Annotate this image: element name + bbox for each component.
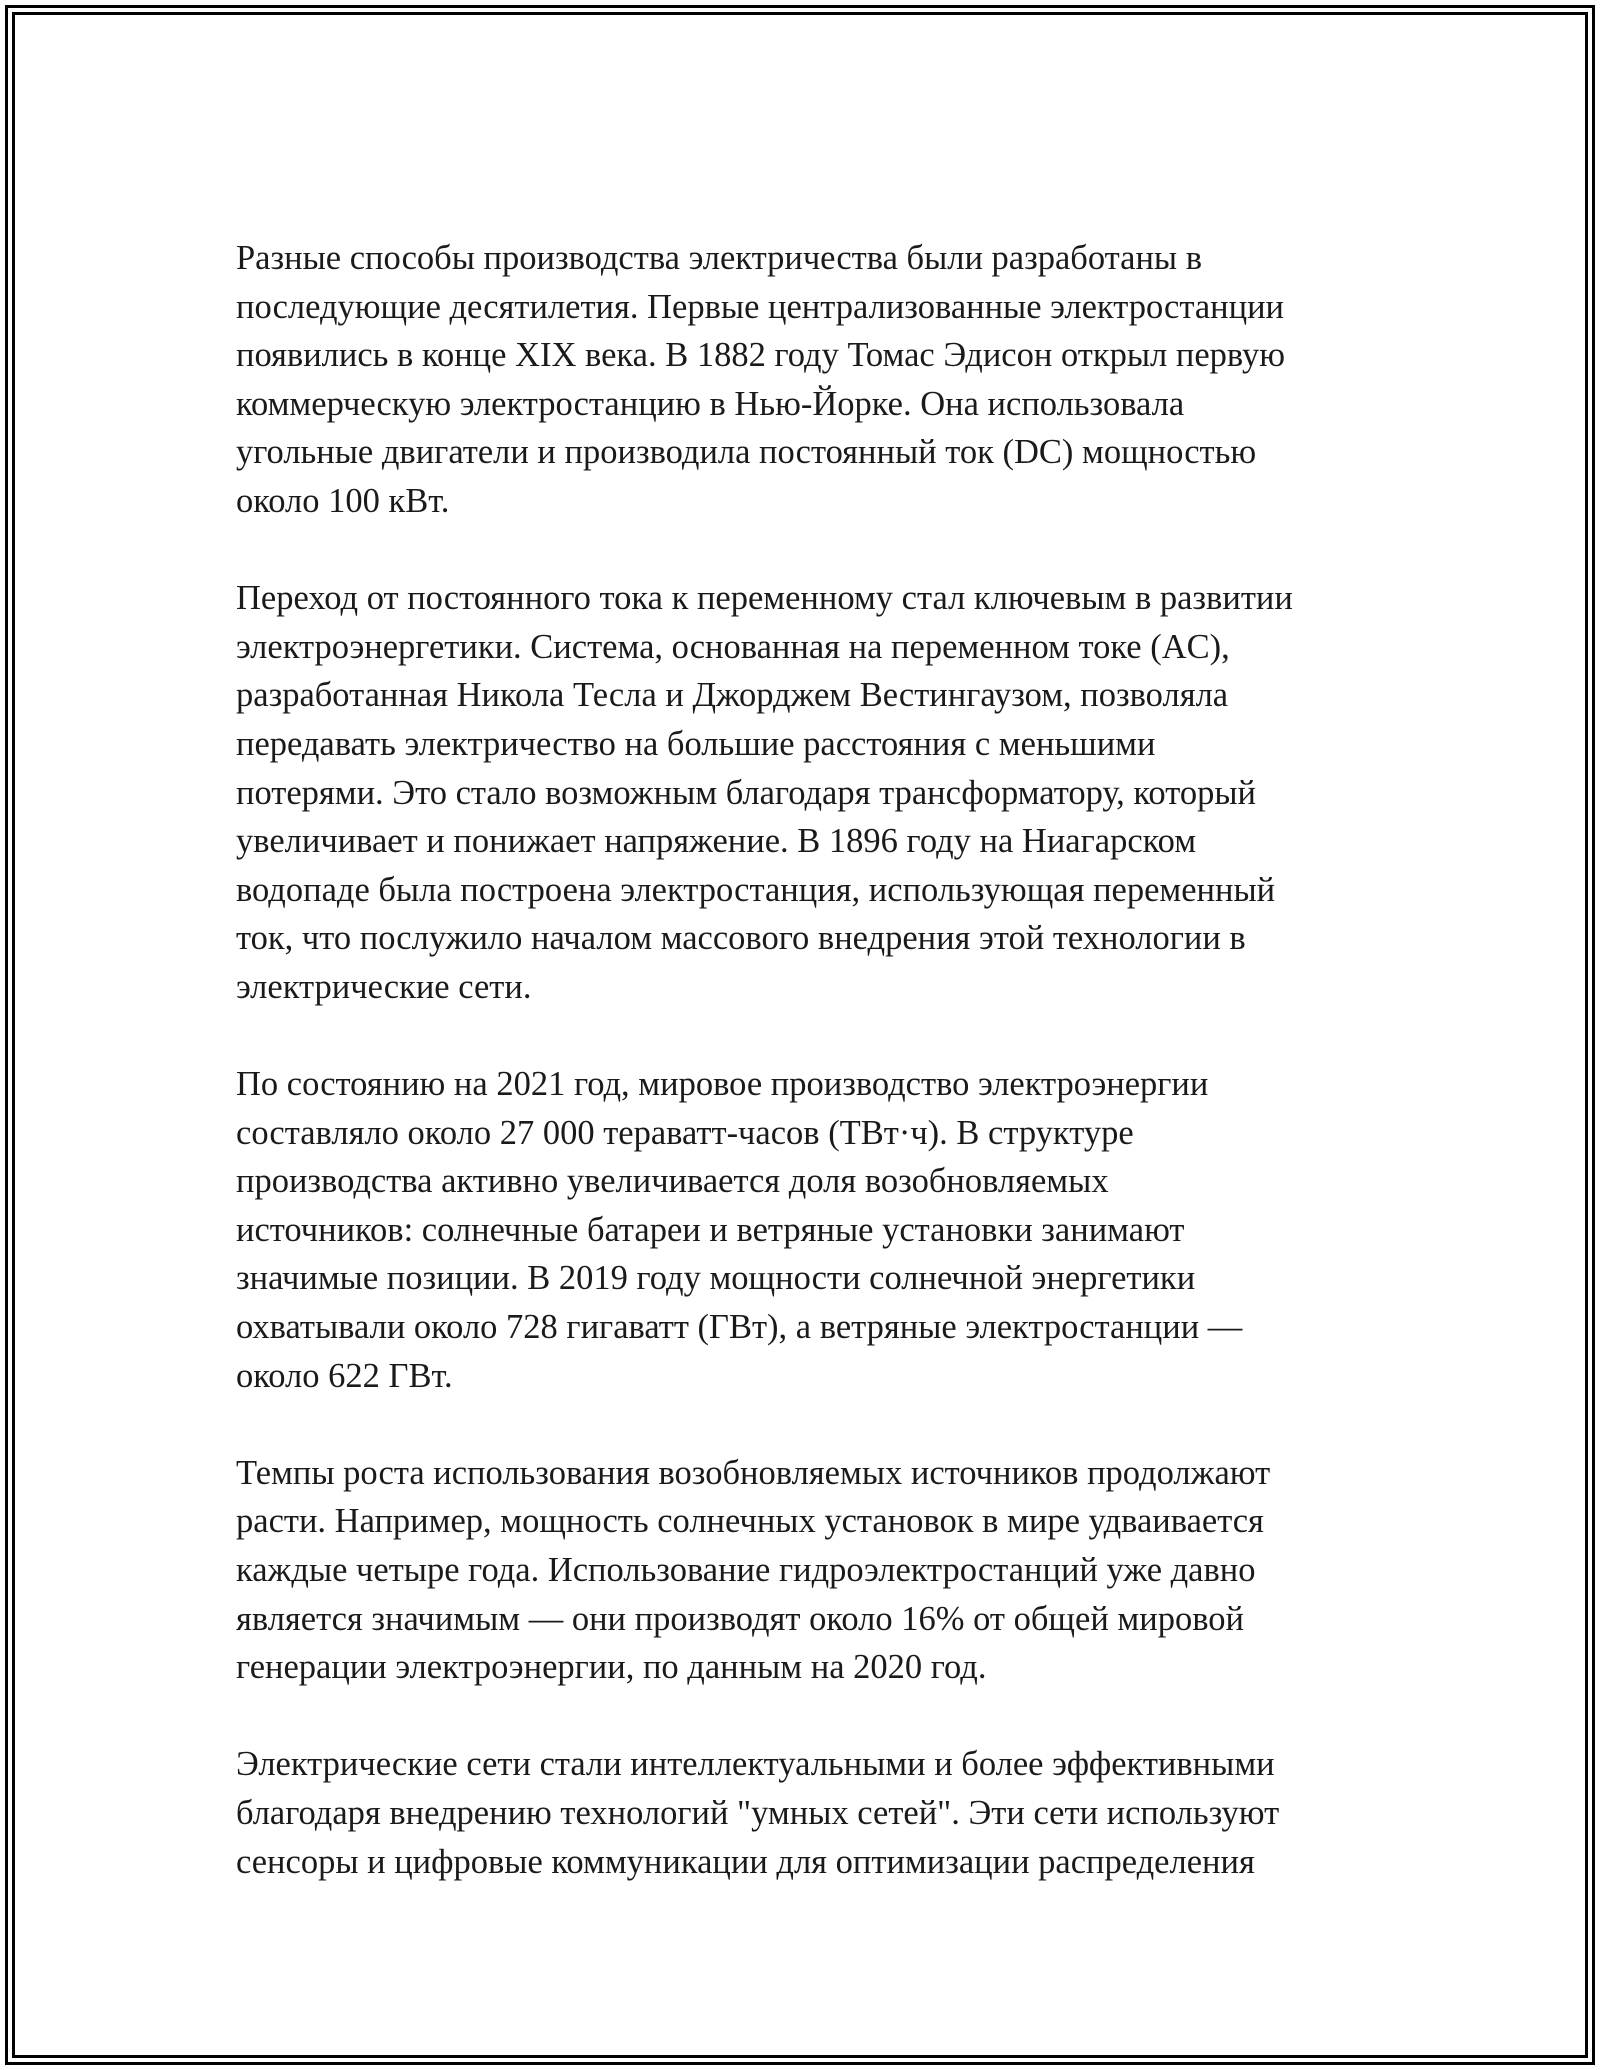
paragraph-3	[236, 1060, 1386, 1400]
text-line: Электрические сети стали интеллектуальными и более эффективными	[236, 1745, 1275, 1784]
text-line: появились в конце XIX века. В 1882 году Томас Эдисон открыл первую	[236, 336, 1286, 375]
paragraph-1	[236, 234, 1386, 526]
text-line: сенсоры и цифровые коммуникации для оптимизации распределения	[236, 1842, 1255, 1881]
paragraph-4	[236, 1449, 1386, 1692]
text-line: производства активно увеличивается доля возобновляемых	[236, 1162, 1109, 1201]
text-line: увеличивает и понижает напряжение. В 1896 году на Ниагарском	[236, 822, 1197, 861]
document-body	[236, 234, 1386, 1935]
text-line: Темпы роста использования возобновляемых источников продолжают	[236, 1453, 1271, 1492]
text-line: разработанная Никола Тесла и Джорджем Вестингаузом, позволяла	[236, 676, 1229, 715]
text-line: Разные способы производства электричества были разработаны в	[236, 239, 1203, 277]
text-line: потерями. Это стало возможным благодаря трансформатору, который	[236, 773, 1256, 812]
text-line: каждые четыре года. Использование гидроэлектростанций уже давно	[236, 1551, 1256, 1590]
text-line: источников: солнечные батареи и ветряные установки занимают	[236, 1210, 1185, 1249]
text-line: коммерческую электростанцию в Нью-Йорке. Она использовала	[236, 384, 1185, 423]
text-line: генерации электроэнергии, по данным на 2020 год.	[236, 1648, 987, 1687]
text-line: передавать электричество на большие расстояния с меньшими	[236, 724, 1156, 763]
paragraph-2	[236, 574, 1386, 1011]
text-line: значимые позиции. В 2019 году мощности солнечной энергетики	[236, 1259, 1196, 1298]
text-line: Переход от постоянного тока к переменному стал ключевым в развитии	[236, 579, 1293, 618]
text-line: около 100 кВт.	[236, 481, 450, 520]
text-line: угольные двигатели и производила постоянный ток (DC) мощностью	[236, 433, 1257, 472]
text-line: около 622 ГВт.	[236, 1356, 453, 1395]
text-line: электроэнергетики. Система, основанная на переменном токе (AC),	[236, 627, 1230, 666]
text-line: последующие десятилетия. Первые централизованные электростанции	[236, 287, 1285, 326]
paragraph-5	[236, 1740, 1386, 1886]
text-line: ток, что послужило началом массового внедрения этой технологии в	[236, 919, 1246, 958]
text-line: составляло около 27 000 тераватт-часов (ТВт·ч). В структуре	[236, 1113, 1134, 1152]
text-line: является значимым — они производят около 16% от общей мировой	[236, 1599, 1244, 1638]
text-line: охватывали около 728 гигаватт (ГВт), а ветряные электростанции —	[236, 1308, 1243, 1347]
text-line: расти. Например, мощность солнечных установок в мире удваивается	[236, 1502, 1264, 1541]
text-line: электрические сети.	[236, 967, 532, 1006]
text-line: По состоянию на 2021 год, мировое производство электроэнергии	[236, 1065, 1209, 1104]
text-line: благодаря внедрению технологий "умных сетей". Эти сети используют	[236, 1794, 1280, 1832]
text-line: водопаде была построена электростанция, использующая переменный	[236, 870, 1276, 909]
